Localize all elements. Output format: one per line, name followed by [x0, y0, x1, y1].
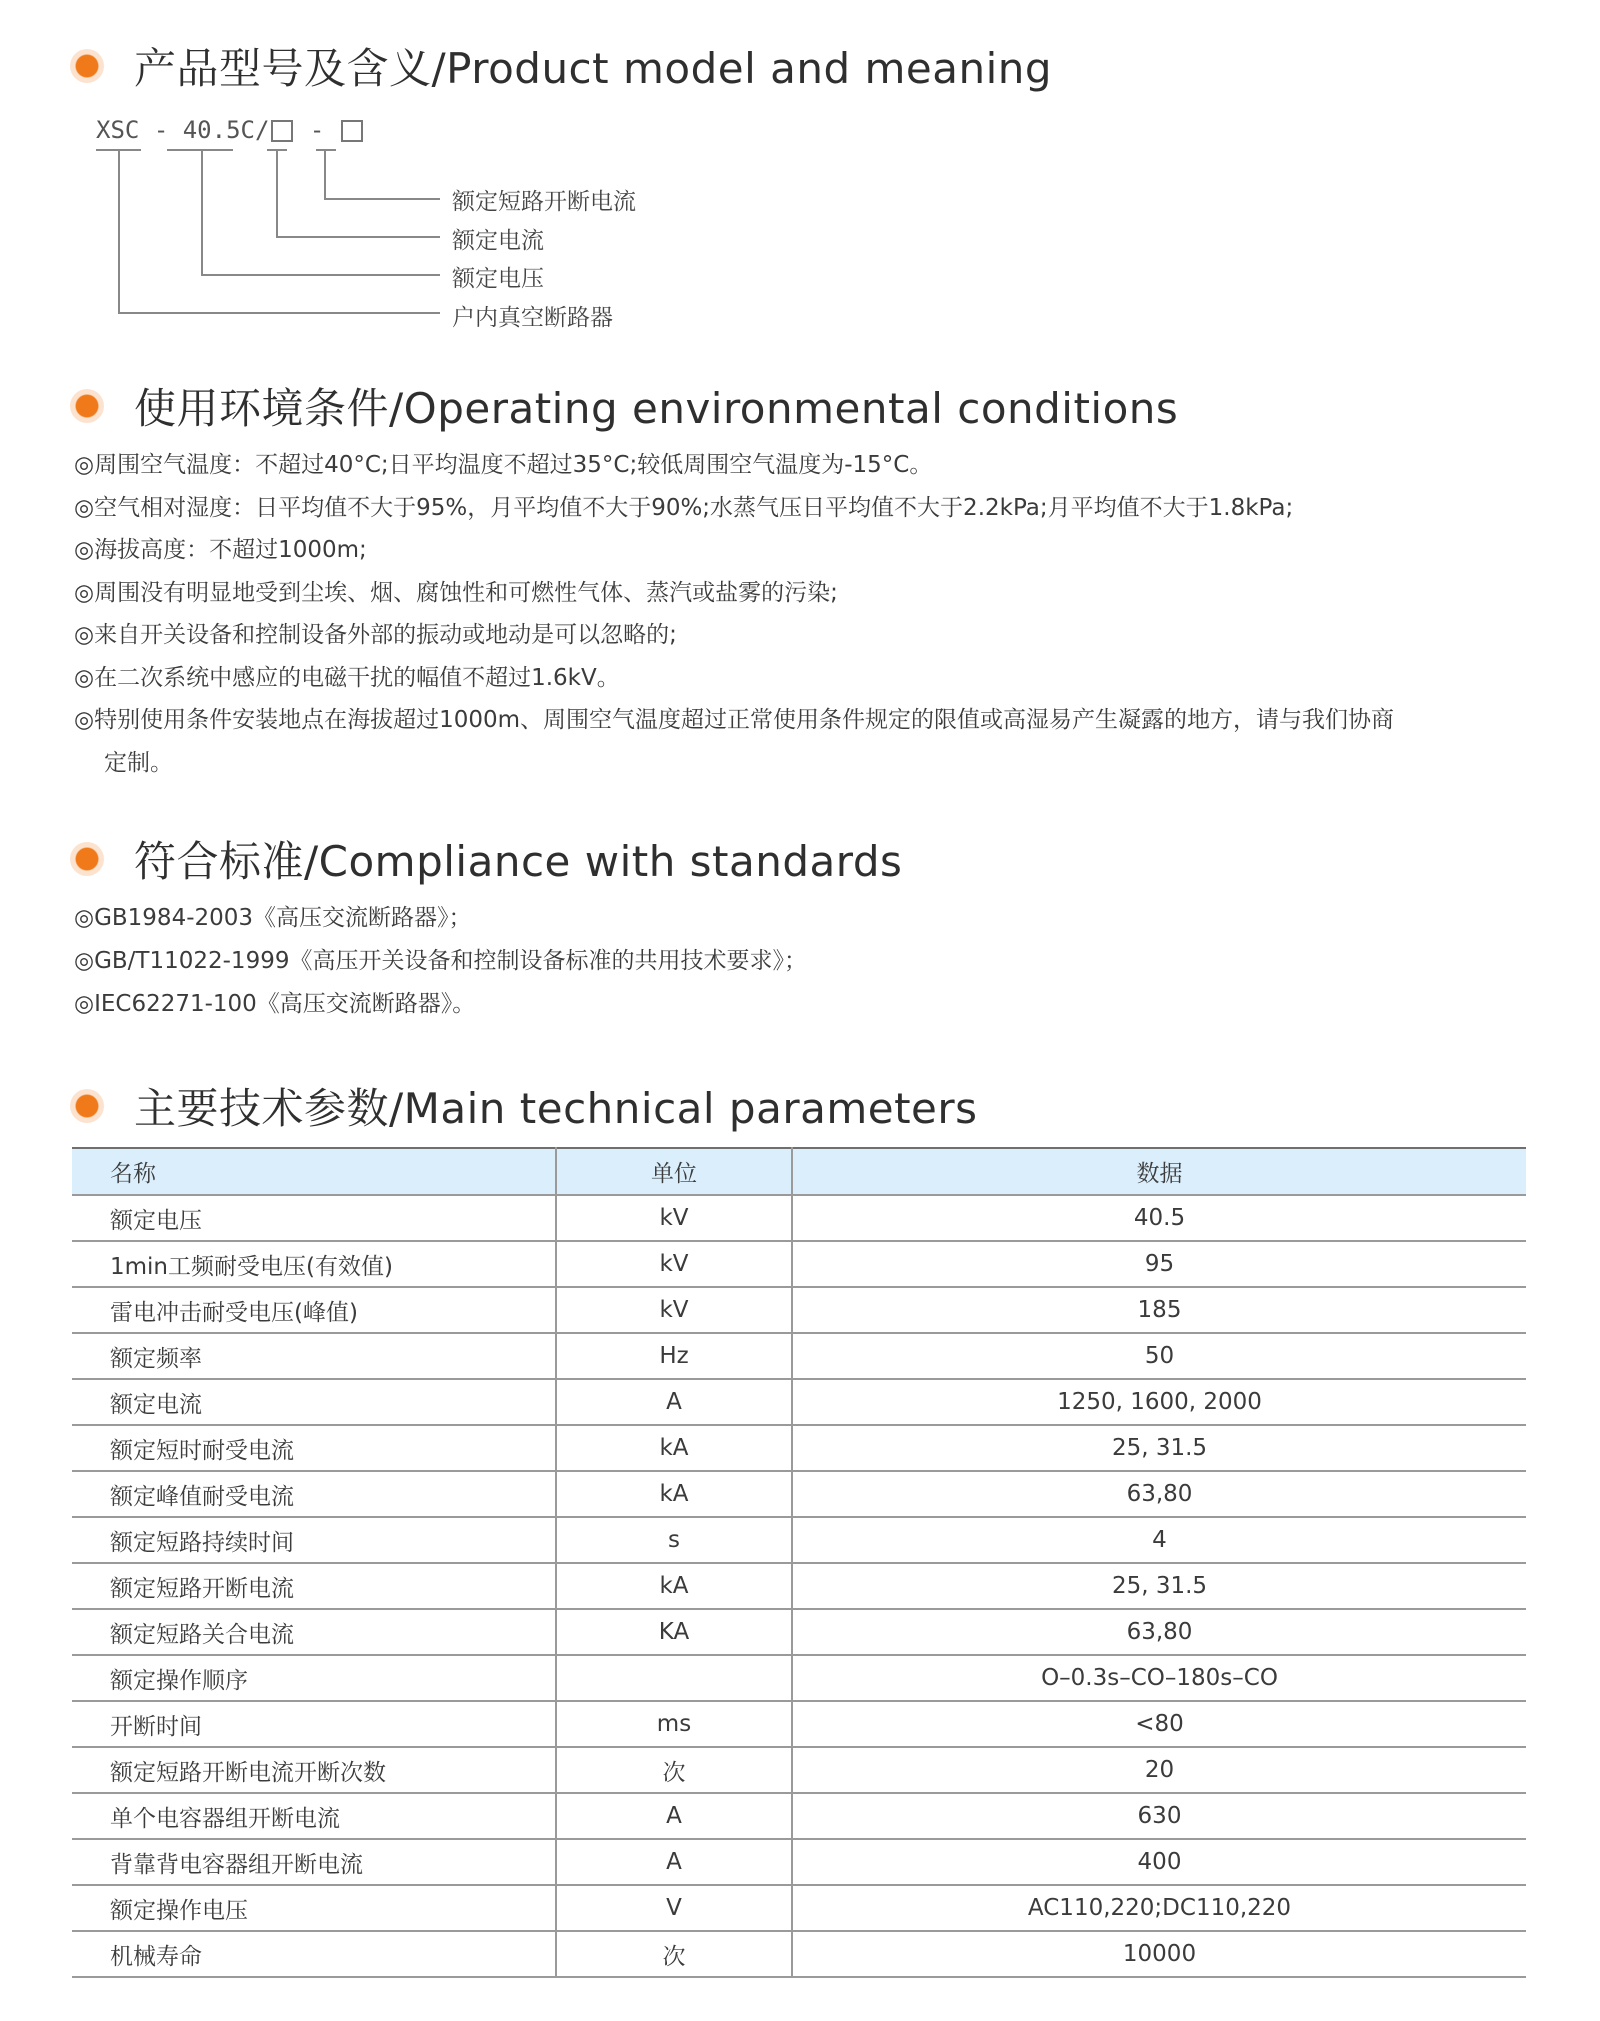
cell-unit: kV [556, 1241, 792, 1287]
table-row [72, 1425, 1526, 1471]
placeholder-box-icon [271, 120, 293, 142]
environment-item: ◎特别使用条件安装地点在海拔超过1000m、周围空气温度超过正常使用条件规定的限值或高湿易产生凝露的地方，请与我们协商 [74, 707, 1395, 733]
cell-unit: V [556, 1885, 792, 1931]
parameters-table [72, 1147, 1526, 1978]
table-header-row [72, 1148, 1526, 1195]
code-underline [316, 149, 336, 151]
environment-item: ◎来自开关设备和控制设备外部的振动或地动是可以忽略的; [74, 622, 677, 648]
orange-dot-icon [70, 1089, 104, 1123]
cell-value: 4 [792, 1517, 1526, 1563]
cell-unit: ms [556, 1701, 792, 1747]
cell-unit: kV [556, 1195, 792, 1241]
model-code-part: 40.5C [182, 116, 255, 144]
section-title: 符合标准/Compliance with standards [134, 837, 903, 886]
cell-name: 额定短路开断电流开断次数 [72, 1747, 556, 1793]
table-row [72, 1379, 1526, 1425]
cell-name: 1min工频耐受电压(有效值) [72, 1241, 556, 1287]
cell-value: <80 [792, 1701, 1526, 1747]
table-row [72, 1333, 1526, 1379]
orange-dot-icon [70, 842, 104, 876]
cell-value: 1250, 1600, 2000 [792, 1379, 1526, 1425]
column-header-name: 名称 [72, 1148, 556, 1195]
model-code-part: XSC [96, 116, 140, 144]
cell-unit: kA [556, 1563, 792, 1609]
cell-unit [556, 1655, 792, 1701]
leader-line [276, 236, 440, 238]
table-row [72, 1931, 1526, 1977]
environment-item-continued: 定制。 [104, 750, 173, 776]
model-code-separator: - [153, 116, 169, 144]
legend-rated-voltage: 额定电压 [452, 266, 544, 292]
cell-value: 400 [792, 1839, 1526, 1885]
orange-dot-icon [70, 389, 104, 423]
cell-name: 机械寿命 [72, 1931, 556, 1977]
leader-line [118, 150, 120, 314]
section-params-heading [70, 1076, 978, 1136]
leader-line [201, 274, 440, 276]
cell-value: 40.5 [792, 1195, 1526, 1241]
legend-breaker-type: 户内真空断路器 [452, 305, 613, 331]
table-row [72, 1241, 1526, 1287]
placeholder-box-icon [341, 120, 363, 142]
cell-name: 额定短时耐受电流 [72, 1425, 556, 1471]
cell-name: 额定电流 [72, 1379, 556, 1425]
cell-name: 额定操作顺序 [72, 1655, 556, 1701]
environment-item: ◎周围没有明显地受到尘埃、烟、腐蚀性和可燃性气体、蒸汽或盐雾的污染; [74, 580, 838, 606]
model-code [96, 116, 365, 144]
cell-name: 额定峰值耐受电流 [72, 1471, 556, 1517]
section-standards-heading [70, 829, 902, 889]
leader-line [324, 198, 440, 200]
model-code-separator: - [309, 116, 325, 144]
leader-line [276, 150, 278, 238]
table-row [72, 1563, 1526, 1609]
cell-unit: 次 [556, 1747, 792, 1793]
cell-unit: Hz [556, 1333, 792, 1379]
table-row [72, 1471, 1526, 1517]
leader-line [324, 150, 326, 200]
legend-rated-current: 额定电流 [452, 228, 544, 254]
table-row [72, 1885, 1526, 1931]
table-row [72, 1839, 1526, 1885]
cell-unit: kA [556, 1471, 792, 1517]
cell-unit: s [556, 1517, 792, 1563]
model-code-separator: / [254, 116, 270, 144]
table-row [72, 1793, 1526, 1839]
leader-line [118, 312, 440, 314]
cell-unit: A [556, 1379, 792, 1425]
legend-breaking-current: 额定短路开断电流 [452, 189, 636, 215]
table-row [72, 1747, 1526, 1793]
cell-unit: A [556, 1793, 792, 1839]
cell-value: O–0.3s–CO–180s–CO [792, 1655, 1526, 1701]
cell-value: 185 [792, 1287, 1526, 1333]
table-row [72, 1609, 1526, 1655]
cell-value: 63,80 [792, 1471, 1526, 1517]
table-row [72, 1655, 1526, 1701]
standard-item: ◎GB1984-2003《高压交流断路器》； [74, 905, 472, 931]
column-header-data: 数据 [792, 1148, 1526, 1195]
cell-unit: A [556, 1839, 792, 1885]
cell-value: 10000 [792, 1931, 1526, 1977]
section-title: 产品型号及含义/Product model and meaning [134, 44, 1053, 93]
table-row [72, 1287, 1526, 1333]
cell-unit: 次 [556, 1931, 792, 1977]
column-header-unit: 单位 [556, 1148, 792, 1195]
environment-item: ◎海拔高度：不超过1000m; [74, 537, 367, 563]
cell-name: 雷电冲击耐受电压(峰值) [72, 1287, 556, 1333]
table-row [72, 1195, 1526, 1241]
cell-value: 25, 31.5 [792, 1563, 1526, 1609]
leader-line [201, 150, 203, 276]
cell-name: 额定短路关合电流 [72, 1609, 556, 1655]
environment-item: ◎周围空气温度：不超过40°C;日平均温度不超过35°C;较低周围空气温度为-15°C。 [74, 452, 933, 478]
cell-value: 20 [792, 1747, 1526, 1793]
cell-value: 63,80 [792, 1609, 1526, 1655]
cell-unit: kV [556, 1287, 792, 1333]
cell-name: 额定操作电压 [72, 1885, 556, 1931]
cell-value: 50 [792, 1333, 1526, 1379]
cell-name: 单个电容器组开断电流 [72, 1793, 556, 1839]
cell-name: 开断时间 [72, 1701, 556, 1747]
table-body [72, 1195, 1526, 1977]
cell-unit: KA [556, 1609, 792, 1655]
cell-name: 背靠背电容器组开断电流 [72, 1839, 556, 1885]
section-title: 使用环境条件/Operating environmental conditions [134, 384, 1179, 433]
standard-item: ◎GB/T11022-1999《高压开关设备和控制设备标准的共用技术要求》； [74, 948, 807, 974]
cell-value: AC110,220;DC110,220 [792, 1885, 1526, 1931]
cell-name: 额定短路持续时间 [72, 1517, 556, 1563]
section-title: 主要技术参数/Main technical parameters [134, 1084, 978, 1133]
cell-name: 额定频率 [72, 1333, 556, 1379]
environment-item: ◎空气相对湿度：日平均值不大于95%，月平均值不大于90%;水蒸气压日平均值不大于2.2kPa;月平均值不大于1.8kPa; [74, 495, 1294, 521]
section-model-heading [70, 36, 1052, 96]
cell-name: 额定短路开断电流 [72, 1563, 556, 1609]
environment-item: ◎在二次系统中感应的电磁干扰的幅值不超过1.6kV。 [74, 665, 620, 691]
cell-name: 额定电压 [72, 1195, 556, 1241]
cell-value: 630 [792, 1793, 1526, 1839]
orange-dot-icon [70, 49, 104, 83]
cell-unit: kA [556, 1425, 792, 1471]
table-row [72, 1517, 1526, 1563]
table-row [72, 1701, 1526, 1747]
standard-item: ◎IEC62271-100《高压交流断路器》。 [74, 991, 476, 1017]
code-underline [167, 149, 233, 151]
cell-value: 95 [792, 1241, 1526, 1287]
cell-value: 25, 31.5 [792, 1425, 1526, 1471]
section-environment-heading [70, 376, 1178, 436]
